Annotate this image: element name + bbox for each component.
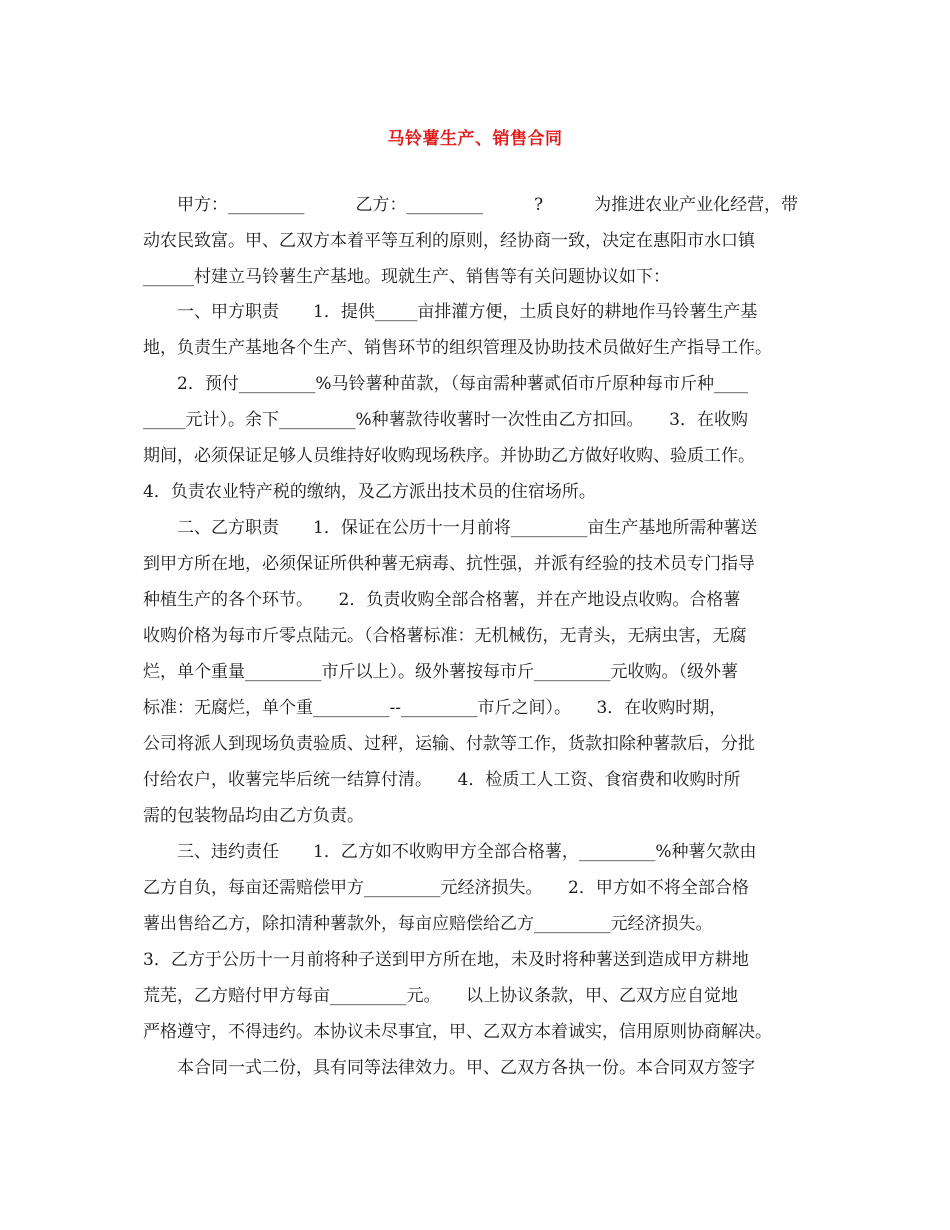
text-line: 一、甲方职责 1．提供_____亩排灌方便，土质良好的耕地作马铃薯生产基 [177,302,758,322]
text-line: 荒芜，乙方赔付甲方每亩_________元。 以上协议条款，甲、乙双方应自觉地 [143,986,738,1006]
text-line: 付给农户，收薯完毕后统一结算付清。 4．检质工人工资、食宿费和收购时所 [143,770,741,790]
text-line: 烂，单个重量_________市斤以上）。级外薯按每市斤_________元收购。（级外薯 [143,662,738,682]
text-line: 甲方：_________ 乙方：_________ ? 为推进农业产业化经营，带 [177,195,799,215]
text-line: 三、违约责任 1．乙方如不收购甲方全部合格薯，_________%种薯欠款由 [177,842,757,862]
text-line: 需的包装物品均由乙方负责。 [143,806,364,826]
text-line: 2．预付_________%马铃薯种苗款，（每亩需种薯贰佰市斤原种每市斤种____ [177,374,748,394]
text-line: 乙方自负，每亩还需赔偿甲方_________元经济损失。 2．甲方如不将全部合格 [143,878,749,898]
text-line: 种植生产的各个环节。 2．负责收购全部合格薯，并在产地设点收购。合格薯 [143,590,741,610]
text-line: _____元计）。余下_________%种薯款待收薯时一次性由乙方扣回。 3．在收购 [143,410,748,430]
text-line: 地，负责生产基地各个生产、销售环节的组织管理及协助技术员做好生产指导工作。 [143,338,772,358]
text-line: 3．乙方于公历十一月前将种子送到甲方所在地，未及时将种薯送到造成甲方耕地 [143,950,749,970]
document-title: 马铃薯生产、销售合同 [387,129,563,149]
text-line: 收购价格为每市斤零点陆元。（合格薯标准：无机械伤，无青头，无病虫害，无腐 [143,626,747,646]
text-line: 动农民致富。甲、乙双方本着平等互利的原则，经协商一致，决定在惠阳市水口镇 [143,231,755,251]
text-line: 严格遵守，不得违约。本协议未尽事宜，甲、乙双方本着诚实，信用原则协商解决。 [143,1022,772,1042]
text-line: ______村建立马铃薯生产基地。现就生产、销售等有关问题协议如下： [143,267,670,287]
text-line: 公司将派人到现场负责验质、过秤，运输、付款等工作，货款扣除种薯款后，分批 [143,734,755,754]
text-line: 本合同一式二份，具有同等法律效力。甲、乙双方各执一份。本合同双方签字 [177,1058,755,1078]
text-line: 期间，必须保证足够人员维持好收购现场秩序。并协助乙方做好收购、验质工作。 [143,446,755,466]
text-line: 标准：无腐烂，单个重_________--_________市斤之间）。 3．在收购时期， [143,698,727,718]
text-line: 4．负责农业特产税的缴纳，及乙方派出技术员的住宿场所。 [143,482,596,502]
text-line: 薯出售给乙方，除扣清种薯款外，每亩应赔偿给乙方_________元经济损失。 [143,914,713,934]
text-line: 到甲方所在地，必须保证所供种薯无病毒、抗性强，并派有经验的技术员专门指导 [143,554,755,574]
text-line: 二、乙方职责 1．保证在公历十一月前将_________亩生产基地所需种薯送 [177,518,758,538]
